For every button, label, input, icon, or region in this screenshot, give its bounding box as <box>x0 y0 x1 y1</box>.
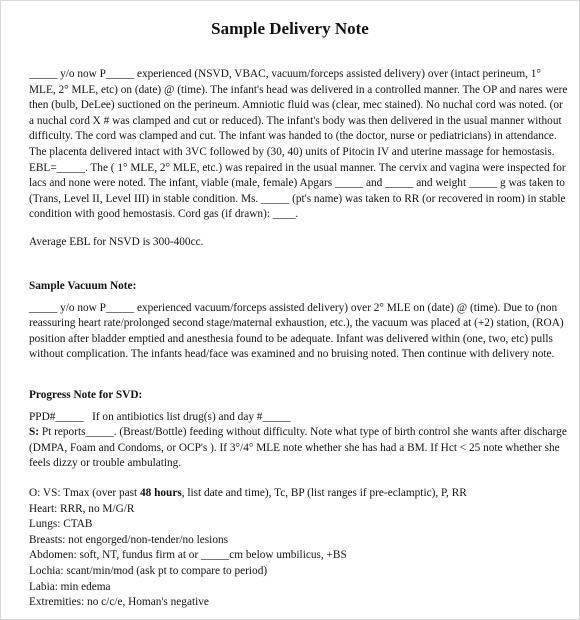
exam-line-abdomen: Abdomen: soft, NT, fundus firm at or _____cm below umbilicus, +BS <box>29 549 347 562</box>
delivery-note-paragraph: _____ y/o now P_____ experienced (NSVD, VBAC, vacuum/forceps assisted delivery) over (intact perineum, 1° MLE, 2° MLE, etc) on (date) @ (time). The infant's head was delivered in a controlled manner. The OP and nares were then (bulb, DeLee) suctioned on the perineum. Amniotic fluid was (clear, mec stained). No nuchal cord was noted. (or a nuchal cord X # was clamped and cut or reduced). The infant's body was then delivered in the usual manner without difficulty. The cord was clamped and cut. The infant was handed to (the doctor, nurse or pediatricians) in attendance. The placenta delivered intact with 3VC followed by (30, 40) units of Pitocin IV and uterine massage for hemostasis. EBL=_____. The ( 1° MLE, 2° MLE, etc.) was repaired in the usual manner. The cervix and vagina were inspected for lacs and none were noted. The infant, viable (male, female) Apgars _____ and _____ and weight _____ g was taken to (Trans, Level II, Level III) in stable condition. Ms. _____ (pt's name) was taken to RR (or recovered in room) in stable condition with good hemostasis. Cord gas (if drawn): ____. <box>29 68 568 221</box>
objective-vitals-prefix: O: VS: Tmax (over past <box>29 487 140 499</box>
progress-note-heading: Progress Note for SVD: <box>29 389 143 401</box>
vacuum-note-heading: Sample Vacuum Note: <box>29 280 137 292</box>
vacuum-note-section <box>29 279 569 363</box>
ppd-line: PPD#_____ If on antibiotics list drug(s) and day #_____ <box>29 410 291 423</box>
subjective-paragraph <box>29 425 569 472</box>
exam-line-labia: Labia: min edema <box>29 580 111 593</box>
delivery-note-section <box>29 67 569 223</box>
exam-line-extremities: Extremities: no c/c/e, Homan's negative <box>29 596 209 609</box>
average-ebl-section <box>29 235 569 251</box>
exam-line-breasts: Breasts: not engorged/non-tender/no lesions <box>29 533 229 546</box>
document-title: Sample Delivery Note <box>211 19 369 38</box>
vacuum-note-paragraph: _____ y/o now P_____ experienced vacuum/forceps assisted delivery) over 2° MLE on (date) @ (time). Due to (non reassuring heart rate/prolonged second stage/maternal exhaustion, etc.), the vacuum was placed at (+2) station, (ROA) position after bladder emptied and anesthesia found to be adequate. Infant was delivered within (one, two, etc) pulls without complication. The infants head/face was examined and no bruising noted. Then continue with delivery note. <box>29 301 564 361</box>
exam-line-lochia: Lochia: scant/min/mod (ask pt to compare to period) <box>29 564 268 577</box>
objective-vitals-suffix: , list date and time), Tc, BP (list ranges if pre-eclamptic), P, RR <box>181 487 467 499</box>
exam-line-lungs: Lungs: CTAB <box>29 518 93 531</box>
exam-line-heart: Heart: RRR, no M/G/R <box>29 502 135 515</box>
objective-vitals-hours: 48 hours <box>139 487 182 499</box>
objective-section <box>29 486 569 611</box>
objective-vitals-line <box>29 486 569 502</box>
subjective-text: Pt reports_____. (Breast/Bottle) feeding without difficulty. Note what type of birth control she wants after discharge (DMPA, Foam and Condoms, or OCP's ). If 3°/4° MLE note whether she has had a BM. If Hct < 25 note whether she feels dizzy or trouble ambulating. <box>29 426 567 470</box>
subjective-label: S: <box>29 426 40 439</box>
progress-note-section <box>29 388 569 472</box>
average-ebl-text: Average EBL for NSVD is 300-400cc. <box>29 236 204 248</box>
